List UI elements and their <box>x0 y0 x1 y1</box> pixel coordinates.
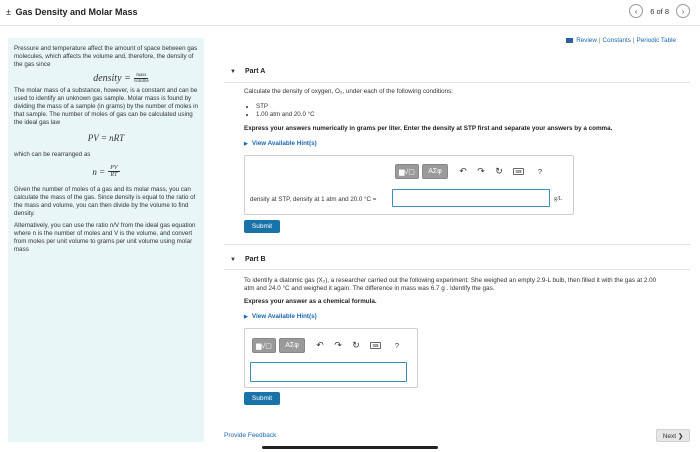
divider <box>224 82 690 83</box>
horizontal-scrollbar[interactable] <box>262 446 438 449</box>
part-a-hint-text: View Available Hint(s) <box>251 140 317 147</box>
intro-paragraph-1: Pressure and temperature affect the amount of space between gas molecules, which affects the volume and, therefore, the density of the gas since <box>14 45 198 68</box>
part-b-question-line-1: To identify a diatomic gas (X₂), a researcher carried out the following experiment: She weighed an empty 2.9-L bulb, then filled it with the gas at 2.00 <box>244 277 657 284</box>
constants-link[interactable]: Constants <box>602 37 631 44</box>
book-icon <box>566 38 573 43</box>
separator: | <box>632 37 635 44</box>
moles-fraction <box>108 165 119 178</box>
templates-button[interactable] <box>252 338 276 353</box>
density-equation <box>14 73 198 84</box>
part-a-question: Calculate the density of oxygen, O₂, under each of the following conditions: <box>244 88 453 95</box>
intro-paragraph-5: Alternatively, you can use the ratio n/V from the ideal gas equation where n is the number of moles and V is the volume, and convert from moles per unit volume to grams per unit volume using molar mass <box>14 222 196 253</box>
pager <box>629 4 690 18</box>
reset-icon[interactable]: ↻ <box>495 166 503 176</box>
redo-icon[interactable]: ↷ <box>334 340 342 350</box>
greek-icon: ΑΣφ <box>285 342 299 349</box>
moles-equation <box>14 165 198 178</box>
part-a-answer-box <box>244 155 574 215</box>
chevron-right-icon: › <box>681 6 685 16</box>
part-b-answer-input[interactable] <box>250 362 407 382</box>
collapse-triangle-icon: ▼ <box>230 69 236 75</box>
page-count: 6 of 8 <box>650 6 669 16</box>
intro-paragraph-2: The molar mass of a substance, however, is a constant and can be used to identify an unknown gas sample. Molar mass is found by dividing the mass of a sample (in grams) by the number of moles in that sample. The number of moles of gas can be calculated using the ideal gas law <box>14 87 198 126</box>
page-title <box>6 7 138 17</box>
provide-feedback-link[interactable]: Provide Feedback <box>224 432 277 439</box>
part-a-label: Part A <box>245 68 266 75</box>
page-header <box>0 0 700 26</box>
greek-symbols-button[interactable] <box>422 164 448 179</box>
part-a-hint-link[interactable] <box>244 140 317 147</box>
periodic-table-link[interactable]: Periodic Table <box>636 37 676 44</box>
part-b-hint-link[interactable] <box>244 313 317 320</box>
intro-paragraph-4: Given the number of moles of a gas and its molar mass, you can calculate the mass of the gas. Since density is equal to the ratio of the mass and volume, you can then divide by the volume to find density. <box>14 186 196 217</box>
next-page-button[interactable] <box>676 4 690 18</box>
part-b-answer-box <box>244 328 418 388</box>
templates-icon: ▆√▢ <box>256 342 272 350</box>
page-title-text: Gas Density and Molar Mass <box>15 7 138 17</box>
keyboard-icon[interactable]: ⌨ <box>370 342 381 349</box>
caret-right-icon: ▶ <box>244 314 248 320</box>
intro-paragraph-3: which can be rearranged as <box>14 151 91 158</box>
divider <box>224 269 690 270</box>
greek-symbols-button[interactable] <box>279 338 305 353</box>
redo-icon[interactable]: ↷ <box>477 166 485 176</box>
help-icon[interactable]: ? <box>537 167 543 176</box>
divider <box>224 244 690 245</box>
part-a-answer-label: density at STP, density at 1 atm and 20.0 °C = <box>250 196 377 203</box>
separator: | <box>598 37 601 44</box>
next-button[interactable]: Next ❯ <box>656 429 690 442</box>
condition-item: • 1.00 atm and 20.0 °C <box>256 111 315 119</box>
density-equation-lhs: density = <box>93 73 131 84</box>
moles-equation-lhs: n = <box>92 166 106 177</box>
part-b-label: Part B <box>245 256 266 263</box>
part-a-submit-button[interactable]: Submit <box>244 220 280 233</box>
density-numerator: mass <box>136 73 147 78</box>
chevron-left-icon: ‹ <box>634 6 638 16</box>
part-b-toolbar <box>252 338 403 353</box>
part-a-toolbar <box>395 164 546 179</box>
density-fraction <box>134 73 149 84</box>
undo-icon[interactable]: ↶ <box>316 340 324 350</box>
intro-sidebar <box>8 38 204 442</box>
caret-right-icon: ▶ <box>244 141 248 147</box>
collapse-triangle-icon: ▼ <box>230 257 236 263</box>
plus-minus-icon: ± <box>6 7 11 17</box>
part-a-instruction: Express your answers numerically in grams per liter. Enter the density at STP first and separate your answers by a comma. <box>244 125 613 132</box>
ideal-gas-equation: PV = nRT <box>87 133 125 143</box>
review-link[interactable]: Review <box>576 37 597 44</box>
previous-page-button[interactable] <box>629 4 643 18</box>
part-b-submit-button[interactable]: Submit <box>244 392 280 405</box>
keyboard-icon[interactable]: ⌨ <box>513 168 524 175</box>
help-icon[interactable]: ? <box>394 341 400 350</box>
part-b-question <box>244 277 694 293</box>
greek-icon: ΑΣφ <box>428 168 442 175</box>
part-b-header[interactable] <box>224 254 690 268</box>
undo-icon[interactable]: ↶ <box>459 166 467 176</box>
templates-icon: ▆√▢ <box>399 168 415 176</box>
part-b-instruction: Express your answer as a chemical formula. <box>244 298 377 305</box>
density-denominator: volume <box>133 79 149 84</box>
moles-numerator: PV <box>110 165 118 171</box>
resource-links <box>566 37 676 44</box>
moles-denominator: RT <box>110 172 118 178</box>
templates-button[interactable] <box>395 164 419 179</box>
reset-icon[interactable]: ↻ <box>352 340 360 350</box>
condition-item: • STP <box>256 103 315 111</box>
conditions-list <box>256 103 315 119</box>
part-a-header[interactable] <box>224 66 690 80</box>
part-a-unit: g/L <box>554 196 563 202</box>
part-a-answer-input[interactable] <box>392 189 550 207</box>
part-b-hint-text: View Available Hint(s) <box>251 313 317 320</box>
part-b-question-line-2: atm and 24.0 °C and weighed it again. The difference in mass was 6.7 g . Identify the gas. <box>244 285 495 292</box>
